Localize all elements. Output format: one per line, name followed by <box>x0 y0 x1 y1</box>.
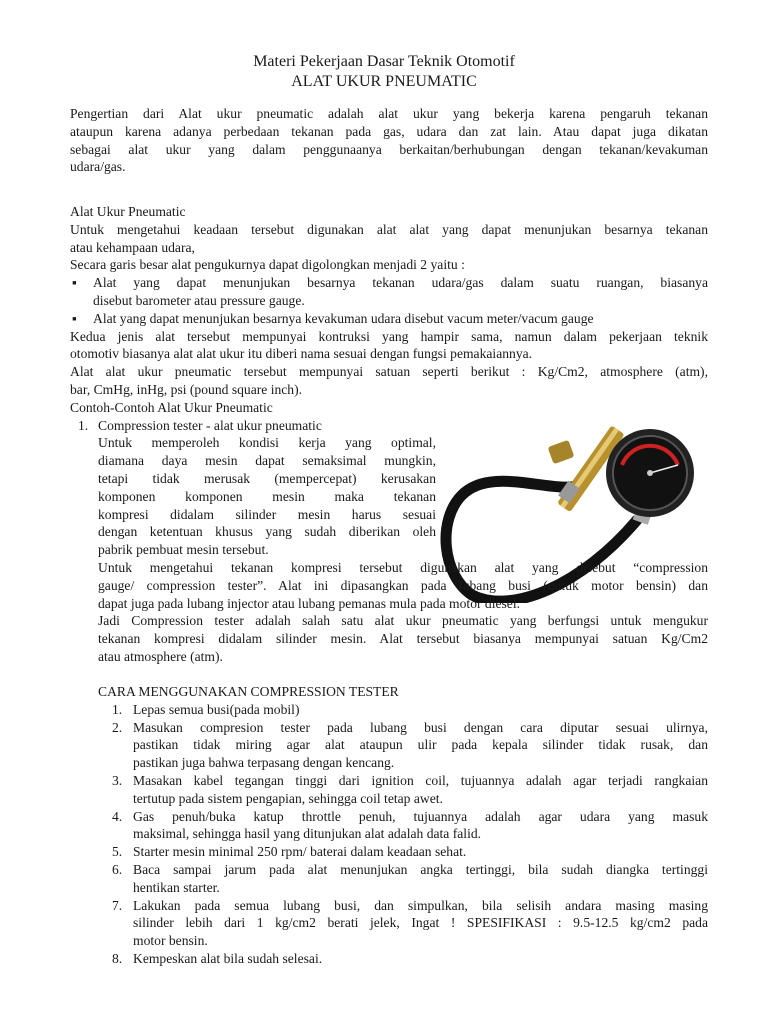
bullet-item-line: Alat yang dapat menunjukan besarnya kevakuman udara disebut vacum meter/vacum gauge <box>93 310 594 326</box>
example-line: atau atmosphere (atm). <box>98 649 223 664</box>
step-line: maksimal, sehingga hasil yang ditunjukan alat adalah data falid. <box>133 826 482 842</box>
bullet-item-line: Alat yang dapat menunjukan besarnya tekanan udara/gas dalam suatu ruangan, biasanya <box>93 275 708 291</box>
step-line: motor bensin. <box>133 933 208 949</box>
step-number: 3. <box>112 773 123 788</box>
example-line: pabrik pembuat mesin tersebut. <box>98 542 269 558</box>
step-line: silinder lebih dari 1 kg/cm2 berati jelek, Ingat ! SPESIFIKASI : 9.5-12.5 kg/cm2 pada <box>133 915 708 931</box>
example-line: Jadi Compression tester adalah salah satu alat ukur pneumatic yang berfungsi untuk mengukur <box>98 613 708 629</box>
intro-line: ataupun karena adanya perbedaan tekanan pada gas, udara dan zat lain. Atau dapat juga dikatan <box>70 123 708 139</box>
step-number: 6. <box>112 862 123 877</box>
steps-heading: CARA MENGGUNAKAN COMPRESSION TESTER <box>98 684 399 699</box>
step-line: pastikan juga bahwa terpasang dengan kencang. <box>133 755 395 771</box>
paragraph-line: atau kehampaan udara, <box>70 239 195 255</box>
paragraph-line: Secara garis besar alat pengukurnya dapat digolongkan menjadi 2 yaitu : <box>70 257 465 273</box>
step-line: Kempeskan alat bila sudah selesai. <box>133 951 323 966</box>
step-line: hentikan starter. <box>133 879 220 895</box>
step-number: 1. <box>112 701 123 717</box>
step-line: Masakan kabel tegangan tinggi dari ignition coil, tujuannya adalah agar terjadi rangkaian <box>133 773 708 788</box>
document-subtitle: ALAT UKUR PNEUMATIC <box>291 73 477 90</box>
step-line: pastikan tidak miring agar alat ataupun ulir pada kepala silinder tidak rusak, dan <box>133 737 708 753</box>
intro-line: Pengertian dari Alat ukur pneumatic adalah alat ukur yang bekerja karena pengaruh tekanan <box>70 106 708 121</box>
intro-line: sebagai alat ukur yang dalam penggunaanya berkaitan/berhubungan dengan tekanan/kevakuman <box>70 141 708 157</box>
paragraph-line: otomotiv biasanya alat alat ukur itu diberi nama sesuai dengan fungsi pemakaiannya. <box>70 346 533 362</box>
bullet-icon: ▪ <box>72 310 77 326</box>
step-line: Starter mesin minimal 250 rpm/ baterai dalam keadaan sehat. <box>133 844 467 860</box>
bullet-icon: ▪ <box>72 275 77 291</box>
step-line: Lepas semua busi(pada mobil) <box>133 701 300 717</box>
step-number: 8. <box>112 951 123 966</box>
example-line: Untuk memperoleh kondisi kerja yang optimal, <box>98 435 436 451</box>
list-number: 1. <box>78 417 89 433</box>
step-line: Masukan compresion tester pada lubang busi dengan cara diputar sesuai ulirnya, <box>133 719 708 735</box>
example-line: gauge/ compression tester”. Alat ini dipasangkan pada lubang busi (untuk motor bensin) dan <box>98 577 708 593</box>
step-line: Gas penuh/buka katup throttle penuh, tujuannya adalah agar udara yang masuk <box>133 808 708 824</box>
step-number: 7. <box>112 897 123 913</box>
example-line: diamana daya mesin dapat semaksimal mungkin, <box>98 453 436 469</box>
paragraph-line: Untuk mengetahui keadaan tersebut digunakan alat alat yang dapat menunjukan besarnya tekanan <box>70 221 708 237</box>
example-line: tekanan kompresi didalam silinder mesin. Alat tersebut biasanya mempunyai satuan Kg/Cm2 <box>98 631 708 647</box>
example-line: kompresi didalam silinder mesin harus sesuai <box>98 506 436 522</box>
section-heading: Alat Ukur Pneumatic <box>70 204 186 219</box>
step-number: 2. <box>112 719 123 735</box>
paragraph-line: Kedua jenis alat tersebut mempunyai kontruksi yang hampir sama, namun dalam pekerjaan teknik <box>70 328 708 344</box>
paragraph-line: Alat alat ukur pneumatic tersebut mempunyai satuan seperti berikut : Kg/Cm2, atmosphere (atm), <box>70 364 708 380</box>
paragraph-line: bar, CmHg, inHg, psi (pound square inch). <box>70 382 303 397</box>
paragraph-line: Contoh-Contoh Alat Ukur Pneumatic <box>70 399 273 415</box>
bullet-item-line: disebut barometer atau pressure gauge. <box>93 293 305 308</box>
example-line: dapat juga pada lubang injector atau lubang pemanas mula pada motor diesel. <box>98 595 521 611</box>
step-line: Lakukan pada semua lubang busi, dan simpulkan, bila selisih andara masing masing <box>133 897 708 913</box>
step-line: Baca sampai jarum pada alat menunjukan angka tertinggi, bila sudah diangka tertinggi <box>133 862 708 877</box>
example-title: Compression tester - alat ukur pneumatic <box>98 417 322 433</box>
intro-line: udara/gas. <box>70 159 126 175</box>
step-line: tertutup pada sistem pengapian, sehingga coil tetap awet. <box>133 790 443 806</box>
example-line: Untuk mengetahui tekanan kompresi tersebut digunakan alat yang disebut “compression <box>98 560 708 575</box>
example-line: dengan ketentuan khusus yang sudah diberikan oleh <box>98 524 436 540</box>
step-number: 4. <box>112 808 123 824</box>
step-number: 5. <box>112 844 123 860</box>
example-line: komponen komponen mesin maka tekanan <box>98 488 436 504</box>
example-line: tetapi tidak merusak (mempercepat) kerusakan <box>98 471 436 486</box>
document-title: Materi Pekerjaan Dasar Teknik Otomotif <box>253 53 515 70</box>
